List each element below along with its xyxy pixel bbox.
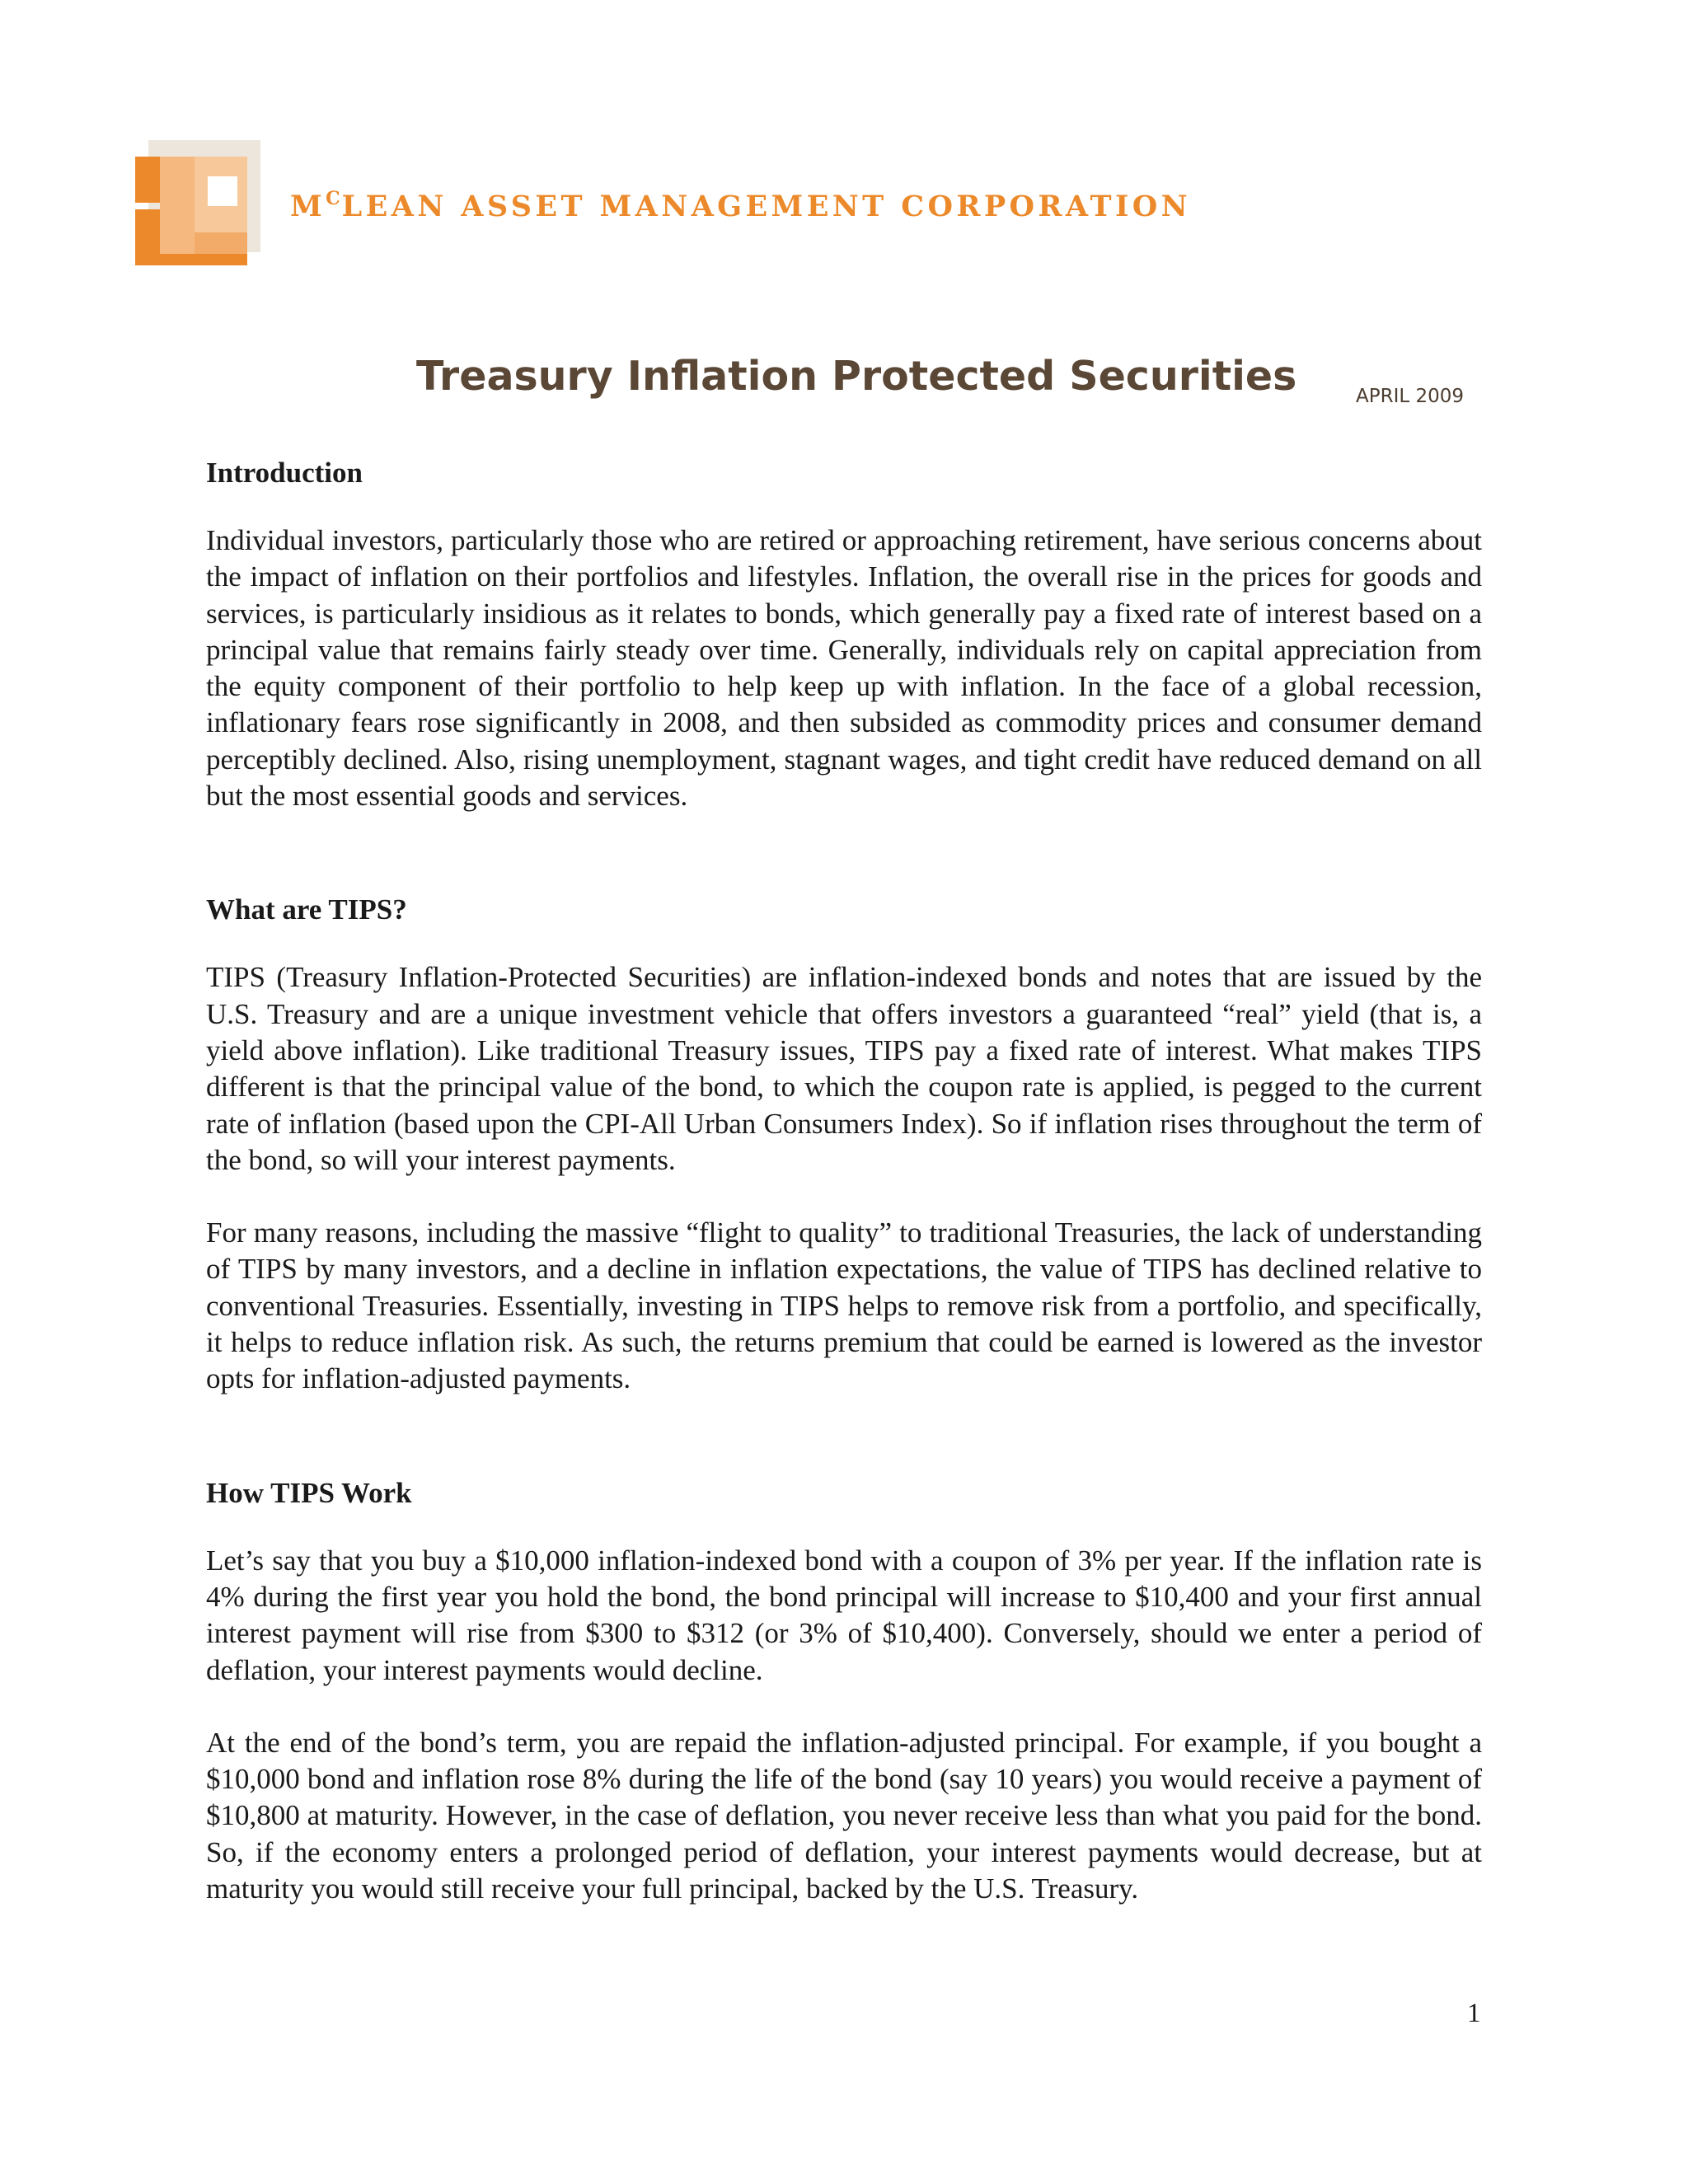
section-heading-introduction: Introduction	[206, 457, 363, 489]
company-name	[290, 188, 1191, 223]
page-number: 1	[1467, 1999, 1481, 2028]
paragraph-introduction: Individual investors, particularly those who are retired or approaching retirement, have serious concerns about the impact of inflation on their portfolios and lifestyles. Inflation, the overall rise in the prices for goods and services, is particularly insidious as it relates to bonds, which generally pay a fixed rate of interest based on a principal value that remains fairly steady over time. Generally, individuals rely on capital appreciation from the equity component of their portfolio to help keep up with inflation. In the face of a global recession, inflationary fears rose significantly in 2008, and then subsided as commodity prices and consumer demand perceptibly declined. Also, rising unemployment, stagnant wages, and tight credit have reduced demand on all but the most essential goods and services.	[206, 524, 1482, 813]
section-heading-how-tips-work: How TIPS Work	[206, 1476, 412, 1509]
document-body	[206, 453, 1482, 1907]
paragraph-how-tips-work-2: At the end of the bond’s term, you are repaid the inflation-adjusted principal. For example, if you bought a $10,000 bond and inflation rose 8% during the life of the bond (say 10 years) you would receive a payment of $10,800 at maturity. However, in the case of deflation, you never receive less than what you paid for the bond. So, if the economy enters a prolonged period of deflation, your interest payments would decrease, but at maturity you would still receive your full principal, backed by the U.S. Treasury.	[206, 1726, 1482, 1905]
document-date: APRIL 2009	[1356, 386, 1465, 407]
company-name-rest: LEAN ASSET MANAGEMENT CORPORATION	[341, 190, 1192, 223]
company-logo-icon	[135, 140, 260, 265]
document-title: Treasury Inflation Protected Securities	[416, 353, 1297, 400]
section-heading-what-are-tips: What are TIPS?	[206, 893, 407, 926]
company-name-superscript: C	[326, 188, 342, 209]
paragraph-what-are-tips-1: TIPS (Treasury Inflation-Protected Securities) are inflation-indexed bonds and notes that are issued by the U.S. Treasury and are a unique investment vehicle that offers investors a guaranteed “real” yield (that is, a yield above inflation). Like traditional Treasury issues, TIPS pay a fixed rate of interest. What makes TIPS different is that the principal value of the bond, to which the coupon rate is applied, is pegged to the current rate of inflation (based upon the CPI-All Urban Consumers Index). So if inflation rises throughout the term of the bond, so will your interest payments.	[206, 961, 1482, 1176]
paragraph-what-are-tips-2: For many reasons, including the massive “flight to quality” to traditional Treasuries, the lack of understanding of TIPS by many investors, and a decline in inflation expectations, the value of TIPS has declined relative to conventional Treasuries. Essentially, investing in TIPS helps to remove risk from a portfolio, and specifically, it helps to reduce inflation risk. As such, the returns premium that could be earned is lowered as the investor opts for inflation-adjusted payments.	[206, 1216, 1482, 1395]
paragraph-how-tips-work-1: Let’s say that you buy a $10,000 inflation-indexed bond with a coupon of 3% per year. If the inflation rate is 4% during the first year you hold the bond, the bond principal will increase to $10,400 and your first annual interest payment will rise from $300 to $312 (or 3% of $10,400). Conversely, should we enter a period of deflation, your interest payments would decline.	[206, 1544, 1482, 1686]
company-name-initial: M	[290, 190, 326, 223]
